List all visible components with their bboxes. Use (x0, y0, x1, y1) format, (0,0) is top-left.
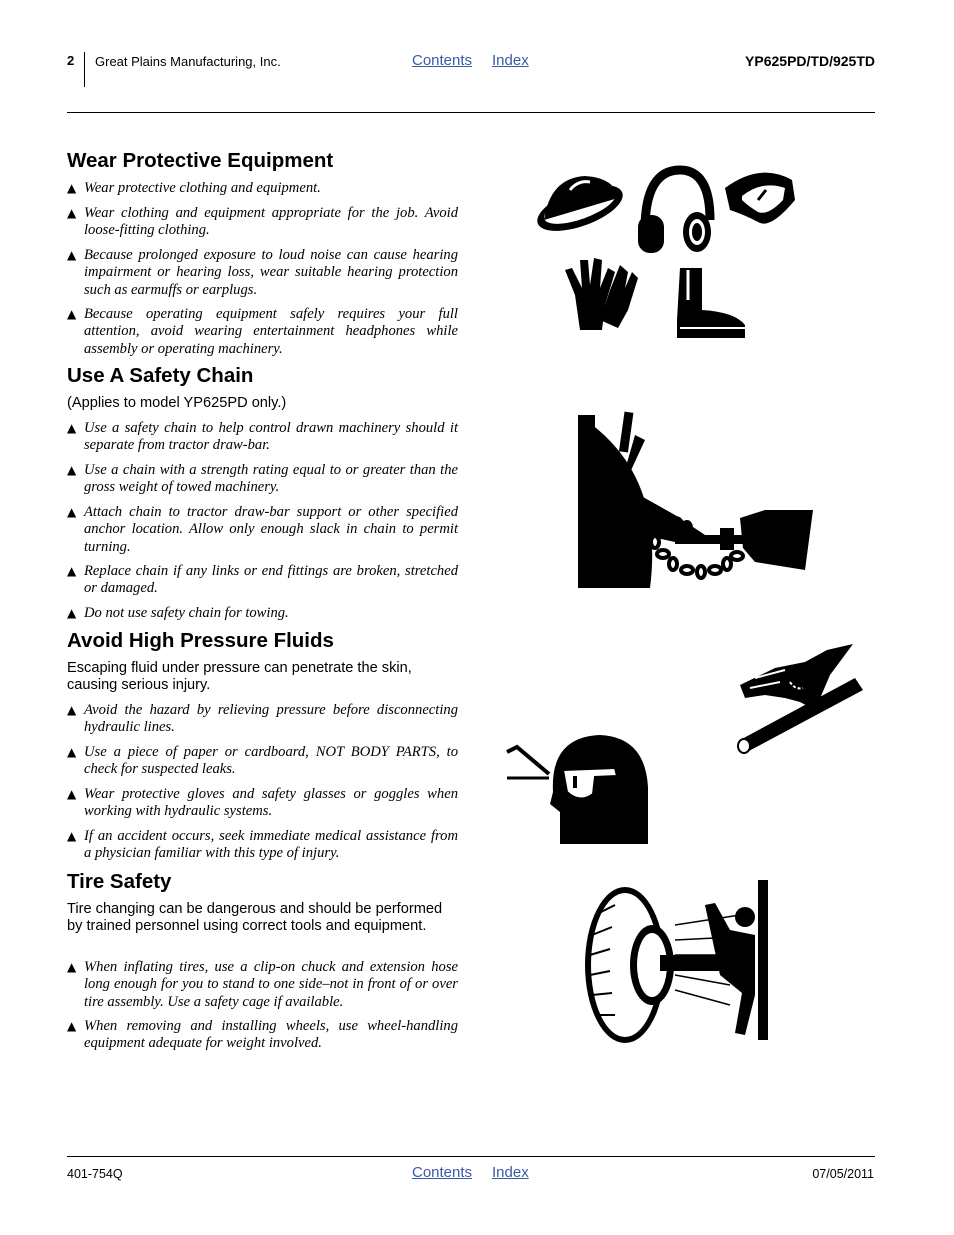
contents-link[interactable]: Contents (412, 1164, 473, 1181)
list-item: ▲ Do not use safety chain for towing. (67, 605, 289, 621)
bullet-icon: ▲ (67, 463, 77, 477)
gloves-icon (565, 258, 638, 330)
list-item: ▲ When inflating tires, use a clip-on chuck and extension hose long enough for you to stand to one side–not in front of or over tire assembly. Use a safety cage if available. (67, 959, 458, 1010)
bullet-icon: ▲ (67, 505, 77, 519)
bullet-icon: ▲ (67, 181, 77, 195)
bullet-icon: ▲ (67, 787, 77, 801)
index-link[interactable]: Index (492, 1164, 529, 1181)
header-divider (84, 52, 85, 87)
list-item: ▲ Wear clothing and equipment appropriate for the job. Avoid loose-fitting clothing. (67, 205, 458, 239)
header (0, 0, 954, 115)
list-item: ▲ Use a chain with a strength rating equal to or greater than the gross weight of towed machinery. (67, 462, 458, 496)
bullet-icon: ▲ (67, 307, 77, 321)
list-item: ▲ Replace chain if any links or end fittings are broken, stretched or damaged. (67, 563, 458, 597)
list-item: ▲ If an accident occurs, seek immediate medical assistance from a physician familiar with this type of injury. (67, 828, 458, 862)
section-title-protective-equipment: Wear Protective Equipment (67, 149, 334, 172)
bullet-icon: ▲ (67, 703, 77, 717)
section-title-tire-safety: Tire Safety (67, 870, 172, 893)
hard-hat-icon (532, 176, 629, 241)
section-intro: Escaping fluid under pressure can penetrate the skin, causing serious injury. (67, 660, 412, 693)
bullet-icon: ▲ (67, 606, 77, 620)
doc-number: 401-754Q (67, 1167, 123, 1181)
bullet-icon: ▲ (67, 206, 77, 220)
bullet-icon: ▲ (67, 829, 77, 843)
model-number: YP625PD/TD/925TD (745, 53, 875, 69)
list-item: ▲ Use a piece of paper or cardboard, NOT BODY PARTS, to check for suspected leaks. (67, 744, 458, 778)
safety-chain-illustration (575, 410, 820, 590)
bullet-icon: ▲ (67, 745, 77, 759)
page-number: 2 (67, 53, 75, 68)
list-item: ▲ Because prolonged exposure to loud noise can cause hearing impairment or hearing loss, wear suitable hearing protection such as earmuffs or earplugs. (67, 247, 458, 298)
section-title-high-pressure-fluids: Avoid High Pressure Fluids (67, 629, 334, 652)
section-intro: Tire changing can be dangerous and should be performed by trained personnel using correct tools and equipment. (67, 901, 443, 934)
bullet-icon: ▲ (67, 1019, 77, 1033)
goggles-icon (725, 173, 795, 224)
tire-explosion-illustration (580, 875, 775, 1045)
footer (0, 1157, 954, 1197)
bullet-icon: ▲ (67, 248, 77, 262)
index-link[interactable]: Index (492, 52, 529, 69)
list-item: ▲ Avoid the hazard by relieving pressure before disconnecting hydraulic lines. (67, 702, 458, 736)
company-name: Great Plains Manufacturing, Inc. (95, 54, 281, 69)
safety-glasses-head-illustration (505, 732, 650, 847)
earmuffs-icon (638, 170, 711, 253)
list-item: ▲ Because operating equipment safely requires your full attention, avoid wearing entertainment headphones while assembly or operating machinery. (67, 306, 458, 357)
section-title-safety-chain: Use A Safety Chain (67, 364, 254, 387)
section-intro: (Applies to model YP625PD only.) (67, 395, 287, 411)
boot-icon (677, 268, 745, 338)
list-item: ▲ Use a safety chain to help control drawn machinery should it separate from tractor draw-bar. (67, 420, 458, 454)
list-item: ▲ When removing and installing wheels, use wheel-handling equipment adequate for weight involved. (67, 1018, 458, 1052)
header-rule (67, 112, 875, 113)
hand-injection-illustration (735, 640, 870, 755)
list-item: ▲ Wear protective gloves and safety glasses or goggles when working with hydraulic systems. (67, 786, 458, 820)
contents-link[interactable]: Contents (412, 52, 473, 69)
bullet-icon: ▲ (67, 960, 77, 974)
bullet-icon: ▲ (67, 564, 77, 578)
date: 07/05/2011 (812, 1167, 874, 1181)
protective-equipment-illustration (530, 160, 805, 345)
list-item: ▲ Wear protective clothing and equipment. (67, 180, 321, 196)
bullet-icon: ▲ (67, 421, 77, 435)
list-item: ▲ Attach chain to tractor draw-bar support or other specified anchor location. Allow only enough slack in chain to permit turning. (67, 504, 458, 555)
